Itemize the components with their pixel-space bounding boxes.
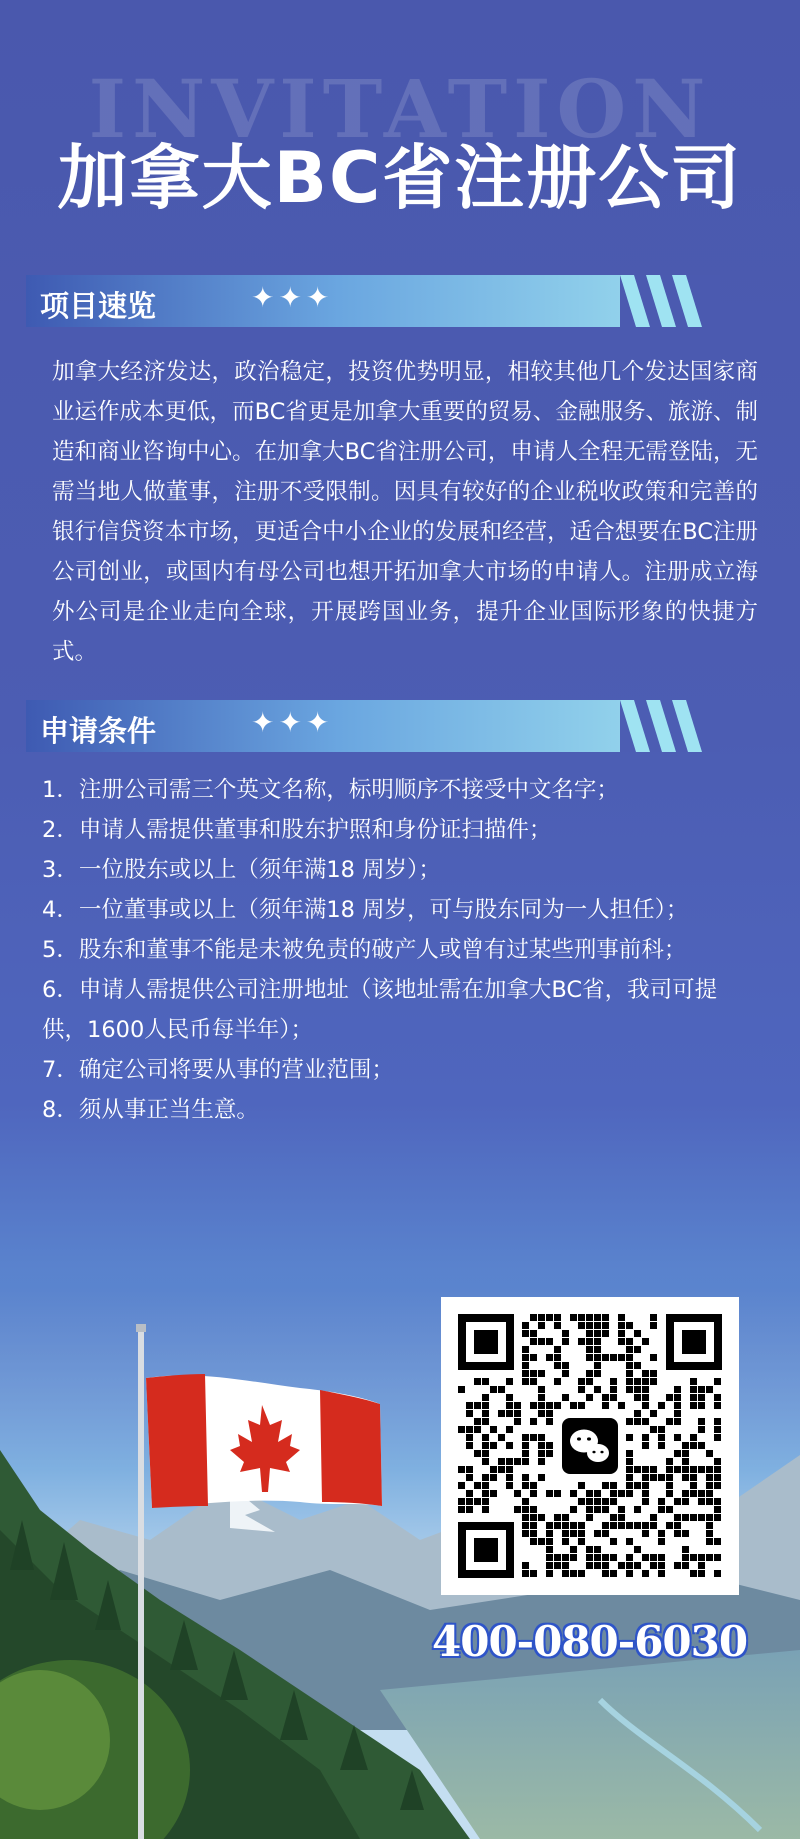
list-item: 5．股东和董事不能是未被免责的破产人或曾有过某些刑事前科； (42, 937, 687, 963)
list-item: 6．申请人需提供公司注册地址（该地址需在加拿大BC省，我司可提供，1600人民币每半年）； (42, 977, 718, 1043)
page-title: 加拿大BC省注册公司 (57, 137, 743, 219)
list-item: 3．一位股东或以上（须年满18 周岁）； (42, 857, 441, 883)
qr-code-pattern-icon (441, 1297, 739, 1595)
stripes-icon (620, 700, 720, 752)
qr-code (441, 1297, 739, 1595)
conditions-heading: 申请条件 (40, 714, 157, 748)
list-item: 4．一位董事或以上（须年满18 周岁，可与股东同为一人担任）； (42, 897, 689, 923)
sparkle-stars-icon: ✦✦✦ (251, 706, 334, 739)
list-item: 7．确定公司将要从事的营业范围； (42, 1057, 394, 1083)
conditions-section-header (26, 700, 720, 752)
overview-heading: 项目速览 (40, 289, 157, 323)
phone-number: 400-080-6030 (432, 1617, 748, 1666)
list-item: 2．申请人需提供董事和股东护照和身份证扫描件； (42, 817, 552, 843)
overview-section-header (26, 275, 720, 327)
list-item: 1．注册公司需三个英文名称，标明顺序不接受中文名字； (42, 777, 619, 803)
list-item: 8．须从事正当生意。 (42, 1097, 259, 1123)
sparkle-stars-icon: ✦✦✦ (251, 281, 334, 314)
stripes-icon (620, 275, 720, 327)
overview-text: 加拿大经济发达，政治稳定，投资优势明显，相较其他几个发达国家商业运作成本更低，而BC省更是加拿大重要的贸易、金融服务、旅游、制造和商业咨询中心。在加拿大BC省注册公司，申请人全程无需登陆，无需当地人做董事，注册不受限制。因具有较好的企业税收政策和完善的银行信贷资本市场，更适合中小企业的发展和经营，适合想要在BC注册公司创业，或国内有母公司也想开拓加拿大市场的申请人。注册成立海外公司是企业走向全球，开展跨国业务，提升企业国际形象的快捷方式。 (52, 359, 758, 665)
conditions-list (42, 770, 742, 1130)
invitation-watermark: INVITATION (88, 62, 712, 156)
